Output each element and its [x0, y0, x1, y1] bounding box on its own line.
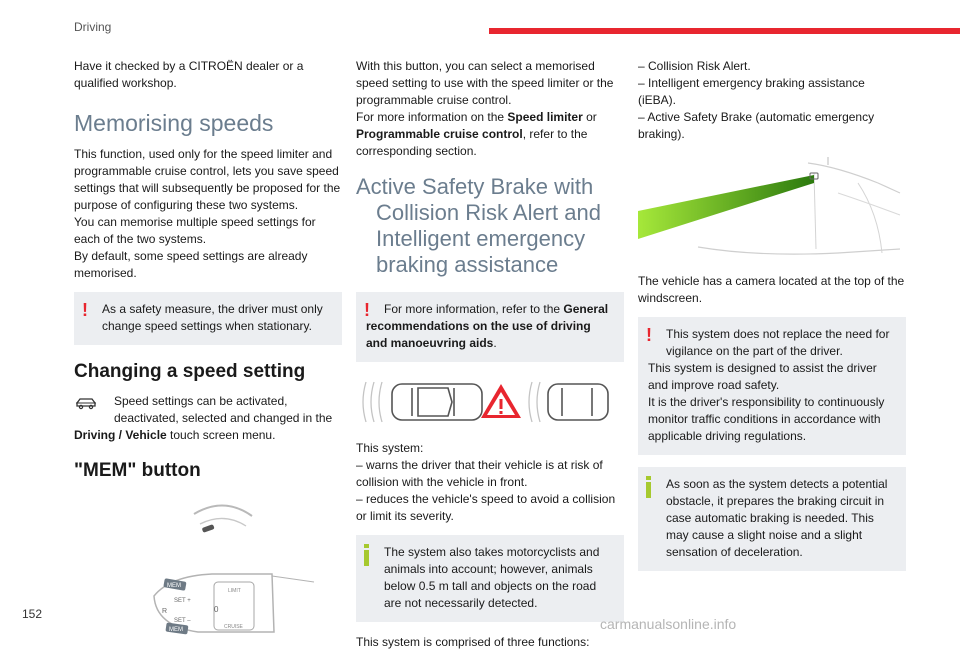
camera-illustration — [638, 153, 906, 265]
braking-info-note: As soon as the system detects a potential obstacle, it prepares the braking circuit in case automatic braking is needed. This may cause a slight noise and a slight sensation of deceleration. — [638, 467, 906, 571]
changing-paragraph: Speed settings can be activated, deactivated, selected and changed in the Driving / Vehicle touch screen menu. — [74, 394, 333, 442]
svg-text:LIMIT: LIMIT — [228, 588, 241, 594]
page-number: 152 — [22, 607, 43, 621]
stalk-mem-top-label: MEM — [167, 583, 181, 589]
mem-heading: "MEM" button — [74, 460, 201, 481]
stalk-mem-bottom-label: MEM — [169, 627, 183, 633]
function-2: – Intelligent emergency braking assistance (iEBA). — [638, 76, 865, 107]
info-icon — [646, 476, 651, 493]
column-2 — [356, 58, 624, 651]
camera-text: The vehicle has a camera located at the top of the windscreen. — [638, 274, 905, 305]
changing-heading: Changing a speed setting — [74, 361, 306, 382]
function-3: – Active Safety Brake (automatic emergency braking). — [638, 110, 875, 141]
column-1 — [74, 58, 342, 642]
svg-text:SET –: SET – — [174, 618, 191, 624]
collision-illustration — [356, 374, 624, 430]
memorising-paragraph-2: You can memorise multiple speed settings for each of the two systems. — [74, 215, 316, 246]
system-item-2: – reduces the vehicle's speed to avoid a collision or limit its severity. — [356, 492, 616, 523]
svg-text:SET +: SET + — [174, 598, 191, 604]
memorising-paragraph-1: This function, used only for the speed limiter and programmable cruise control, lets you save speed settings that will subsequently be proposed for the purpose of configuring these two systems. — [74, 147, 341, 212]
active-safety-brake-heading: Active Safety Brake with Collision Risk Alert and Intelligent emergency braking assistance — [356, 174, 601, 277]
warning-note — [74, 292, 342, 345]
exclamation-icon: ! — [82, 300, 88, 320]
watermark: carmanualsonline.info — [600, 616, 737, 632]
column-3 — [638, 58, 906, 583]
mem-button-description: With this button, you can select a memorised speed setting to use with the speed limiter or the programmable cruise control. — [356, 59, 614, 107]
intro-text: Have it checked by a CITROËN dealer or a qualified workshop. — [74, 59, 304, 90]
system-item-1: – warns the driver that their vehicle is at risk of collision with the vehicle in front. — [356, 458, 603, 489]
detection-info-note: The system also takes motorcyclists and animals into account; however, animals below 0.5 m tall and objects on the road are not necessarily detected. — [356, 535, 624, 622]
warning-note-text: As a safety measure, the driver must only change speed settings when stationary. — [102, 302, 323, 333]
svg-text:CRUISE: CRUISE — [224, 624, 243, 630]
vigilance-warning-note: ! This system does not replace the need for vigilance on the part of the driver. This system is designed to assist the driver and improve road safety. It is the driver's responsibility to continuously monitor traffic conditions in accordance with applicable driving regulations. — [638, 317, 906, 455]
function-1: – Collision Risk Alert. — [638, 59, 751, 73]
svg-text:0: 0 — [214, 605, 219, 614]
more-info-paragraph: For more information on the Speed limiter or Programmable cruise control, refer to the corresponding section. — [356, 110, 597, 158]
svg-text:R: R — [162, 608, 168, 615]
mem-button-illustration — [74, 492, 342, 642]
car-icon — [74, 395, 98, 411]
running-header: Driving — [74, 20, 112, 34]
memorising-paragraph-3: By default, some speed settings are already memorised. — [74, 249, 308, 280]
recommendations-note: ! For more information, refer to the General recommendations on the use of driving and manoeuvring aids. — [356, 292, 624, 362]
info-icon — [364, 544, 369, 561]
functions-intro: This system is comprised of three functions: — [356, 635, 590, 649]
exclamation-icon: ! — [364, 300, 370, 320]
system-intro: This system: — [356, 441, 424, 455]
header-accent-bar — [489, 28, 960, 34]
exclamation-icon: ! — [646, 325, 652, 345]
memorising-heading: Memorising speeds — [74, 110, 274, 136]
